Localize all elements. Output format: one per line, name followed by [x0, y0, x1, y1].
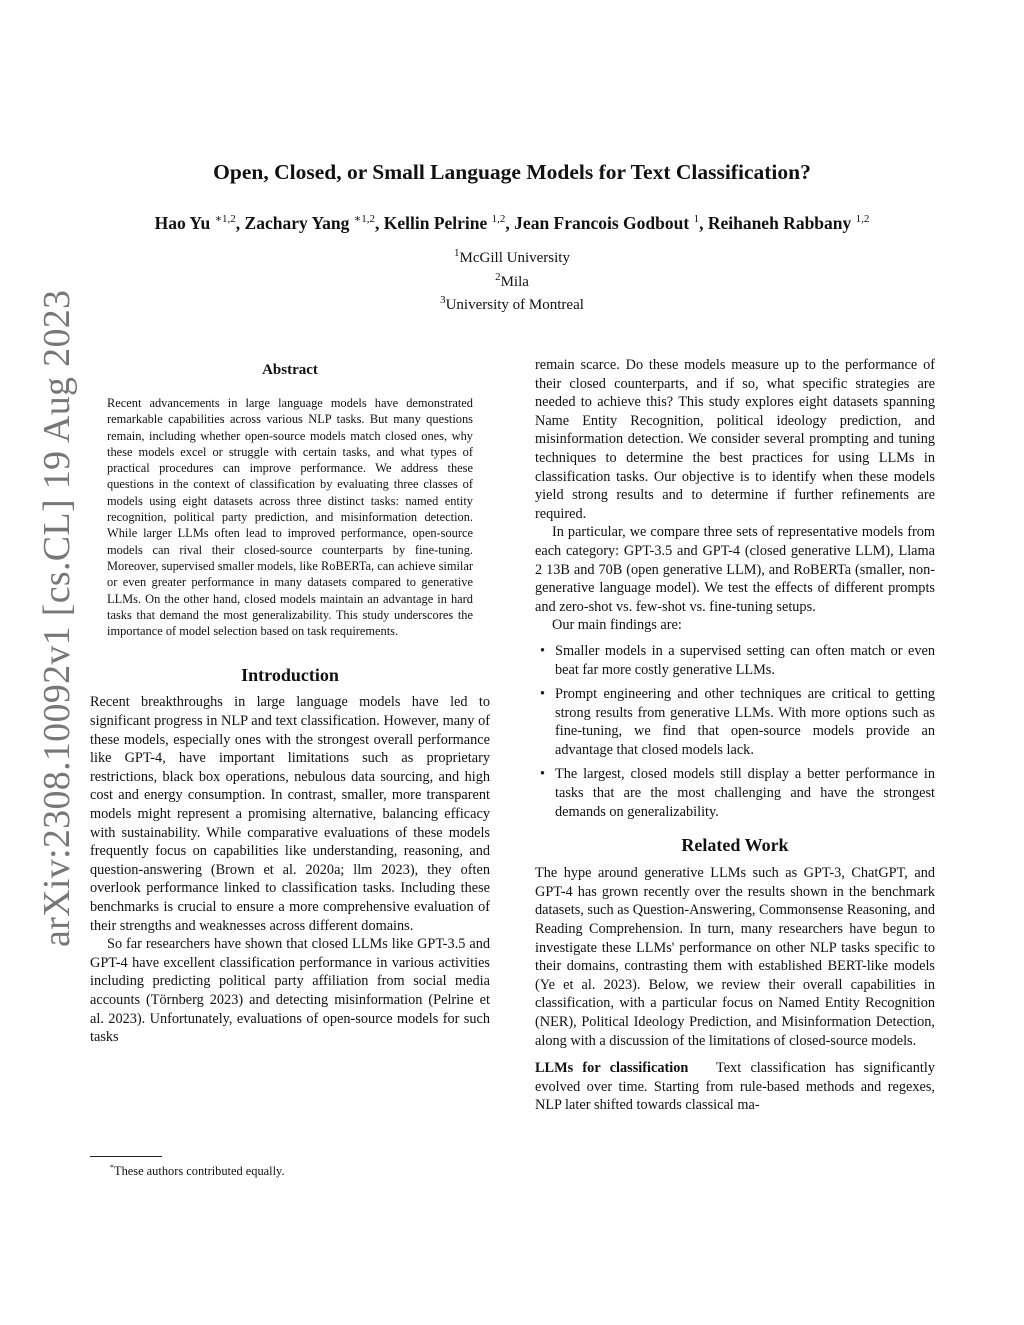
affiliation-list: [0, 244, 1024, 315]
intro-paragraph-1: Recent breakthroughs in large language models have led to significant progress in NLP and text classification. However, many of these models, especially ones with the strongest overall performance like GPT-4, have important limitations such as proprietary restrictions, black box operations, nebulous data sourcing, and high cost and energy consumption. In contrast, smaller, more transparent models might represent a promising alternative, balancing efficacy with sustainability. While comparative evaluations of these models frequently focus on capabilities like understanding, reasoning, and question-answering (Brown et al. 2020a; llm 2023), they often overlook performance linked to classification tasks. Including these benchmarks is crucial to ensure a more comprehensive evaluation of their strengths and weaknesses across different domains.: [90, 694, 490, 934]
findings-intro: Our main findings are:: [552, 617, 682, 634]
finding-item: • The largest, closed models still display a better performance in tasks that are the most challenging and have the strongest demands on generalizability.: [555, 765, 935, 821]
intro-continuation: remain scarce. Do these models measure up to the performance of their closed counterparts, and if so, what specific strategies are needed to achieve this? This study explores eight datasets spanning Name Entity Recognition, political ideology prediction, and misinformation detection. We consider several prompting and tuning techniques to determine the best practices for using LLMs in classification tasks. Our objective is to identify when these models yield strong results and to determine if further refinements are required.: [535, 357, 935, 522]
affiliation: $^3$University of Montreal: [440, 294, 584, 313]
abstract-heading: Abstract: [262, 362, 318, 378]
left-column: [90, 362, 490, 1047]
affiliation: $^2$Mila: [495, 270, 529, 290]
subsection-text: Text classification has significantly evolved over time. Starting from rule-based methods and regexes, NLP later shifted towards classical ma-: [535, 1060, 935, 1114]
author-name: Hao Yu: [154, 212, 211, 233]
author-affiliation-mark: 1,2: [855, 213, 870, 225]
affiliation: $^1$McGill University: [454, 247, 570, 266]
intro-paragraph-2: So far researchers have shown that closed LLMs like GPT-3.5 and GPT-4 have excellent classification performance in various activities including predicting political party affiliation from social media accounts (Törnberg 2023) and detecting misinformation (Pelrine et al. 2023). Unfortunately, evaluations of open-source models for such tasks: [90, 936, 490, 1046]
author-list: Hao Yu $^{∗1,2}$, Zachary Yang $^{∗1,2}$, Kellin Pelrine $^{1,2}$, Jean Francois Godbout $^1$, Reihaneh Rabbany $^{1,2}$: [154, 212, 870, 233]
author-name: Reihaneh Rabbany: [707, 212, 852, 233]
abstract-text: Recent advancements in large language models have demonstrated remarkable capabilities across various NLP tasks. But many questions remain, including whether open-source models match closed ones, why these models excel or struggle with certain tasks, and what types of practical procedures can improve performance. We address these questions in the context of classification by evaluating three classes of models using eight datasets across three distinct tasks: named entity recognition, political party prediction, and misinformation detection. While larger LLMs often lead to improved performance, open-source models can rival their closed-source counterparts by fine-tuning. Moreover, supervised smaller models, like RoBERTa, can achieve similar or even greater performance in many datasets compared to generative LLMs. On the other hand, closed models maintain an advantage in hard tasks that demand the most generalizability. This study underscores the importance of model selection based on task requirements.: [107, 396, 473, 639]
footnote-rule: [90, 1156, 162, 1157]
footnote-text: These authors contributed equally.: [114, 1164, 285, 1179]
subsection-title: LLMs for classification: [535, 1060, 689, 1077]
author-name: Zachary Yang: [244, 212, 350, 233]
author-affiliation-mark: ∗1,2: [353, 213, 376, 225]
footnote-mark: *: [110, 1163, 114, 1172]
intro-paragraph-3: In particular, we compare three sets of representative models from each category: GPT-3.5 and GPT-4 (closed generative LLM), Llama 2 13B and 70B (open generative LLM), and RoBERTa (smaller, non-generative language model). We test the effects of different prompts and zero-shot vs. few-shot vs. fine-tuning setups.: [535, 524, 935, 615]
related-work-paragraph: The hype around generative LLMs such as GPT-3, ChatGPT, and GPT-4 has grown recently over the results shown in the benchmark datasets, such as Question-Answering, Commonsense Reasoning, and Reading Comprehension. In turn, many researchers have begun to investigate these LLMs' performance on other NLP tasks specific to their domains, contrasting them with established BERT-like models (Ye et al. 2023). Below, we review their overall capabilities in classification, with a particular focus on Named Entity Recognition (NER), Political Ideology Prediction, and Misinformation Detection, along with a discussion of the limitations of closed-source models.: [535, 865, 935, 1049]
author-name: Kellin Pelrine: [383, 212, 488, 233]
finding-item: • Prompt engineering and other techniques are critical to getting strong results from generative LLMs. With more options such as fine-tuning, we find that open-source models provide an advantage that closed models lack.: [555, 685, 935, 759]
author-affiliation-mark: 1: [693, 213, 700, 225]
author-affiliation-mark: ∗1,2: [214, 213, 236, 225]
author-affiliation-mark: 1,2: [491, 213, 506, 225]
footnote: [110, 1160, 285, 1179]
paper-title: Open, Closed, or Small Language Models for Text Classification?: [213, 160, 811, 184]
arxiv-identifier: arXiv:2308.10092v1 [cs.CL] 19 Aug 2023: [36, 289, 78, 947]
right-column: [535, 356, 935, 1115]
finding-item: • Smaller models in a supervised setting can often match or even beat far more costly generative LLMs.: [555, 642, 935, 679]
related-work-heading: Related Work: [681, 835, 789, 856]
author-name: Jean Francois Godbout: [514, 212, 690, 233]
llms-classification-paragraph: [535, 1059, 935, 1115]
findings-list: [535, 642, 935, 821]
introduction-heading: Introduction: [241, 665, 339, 686]
